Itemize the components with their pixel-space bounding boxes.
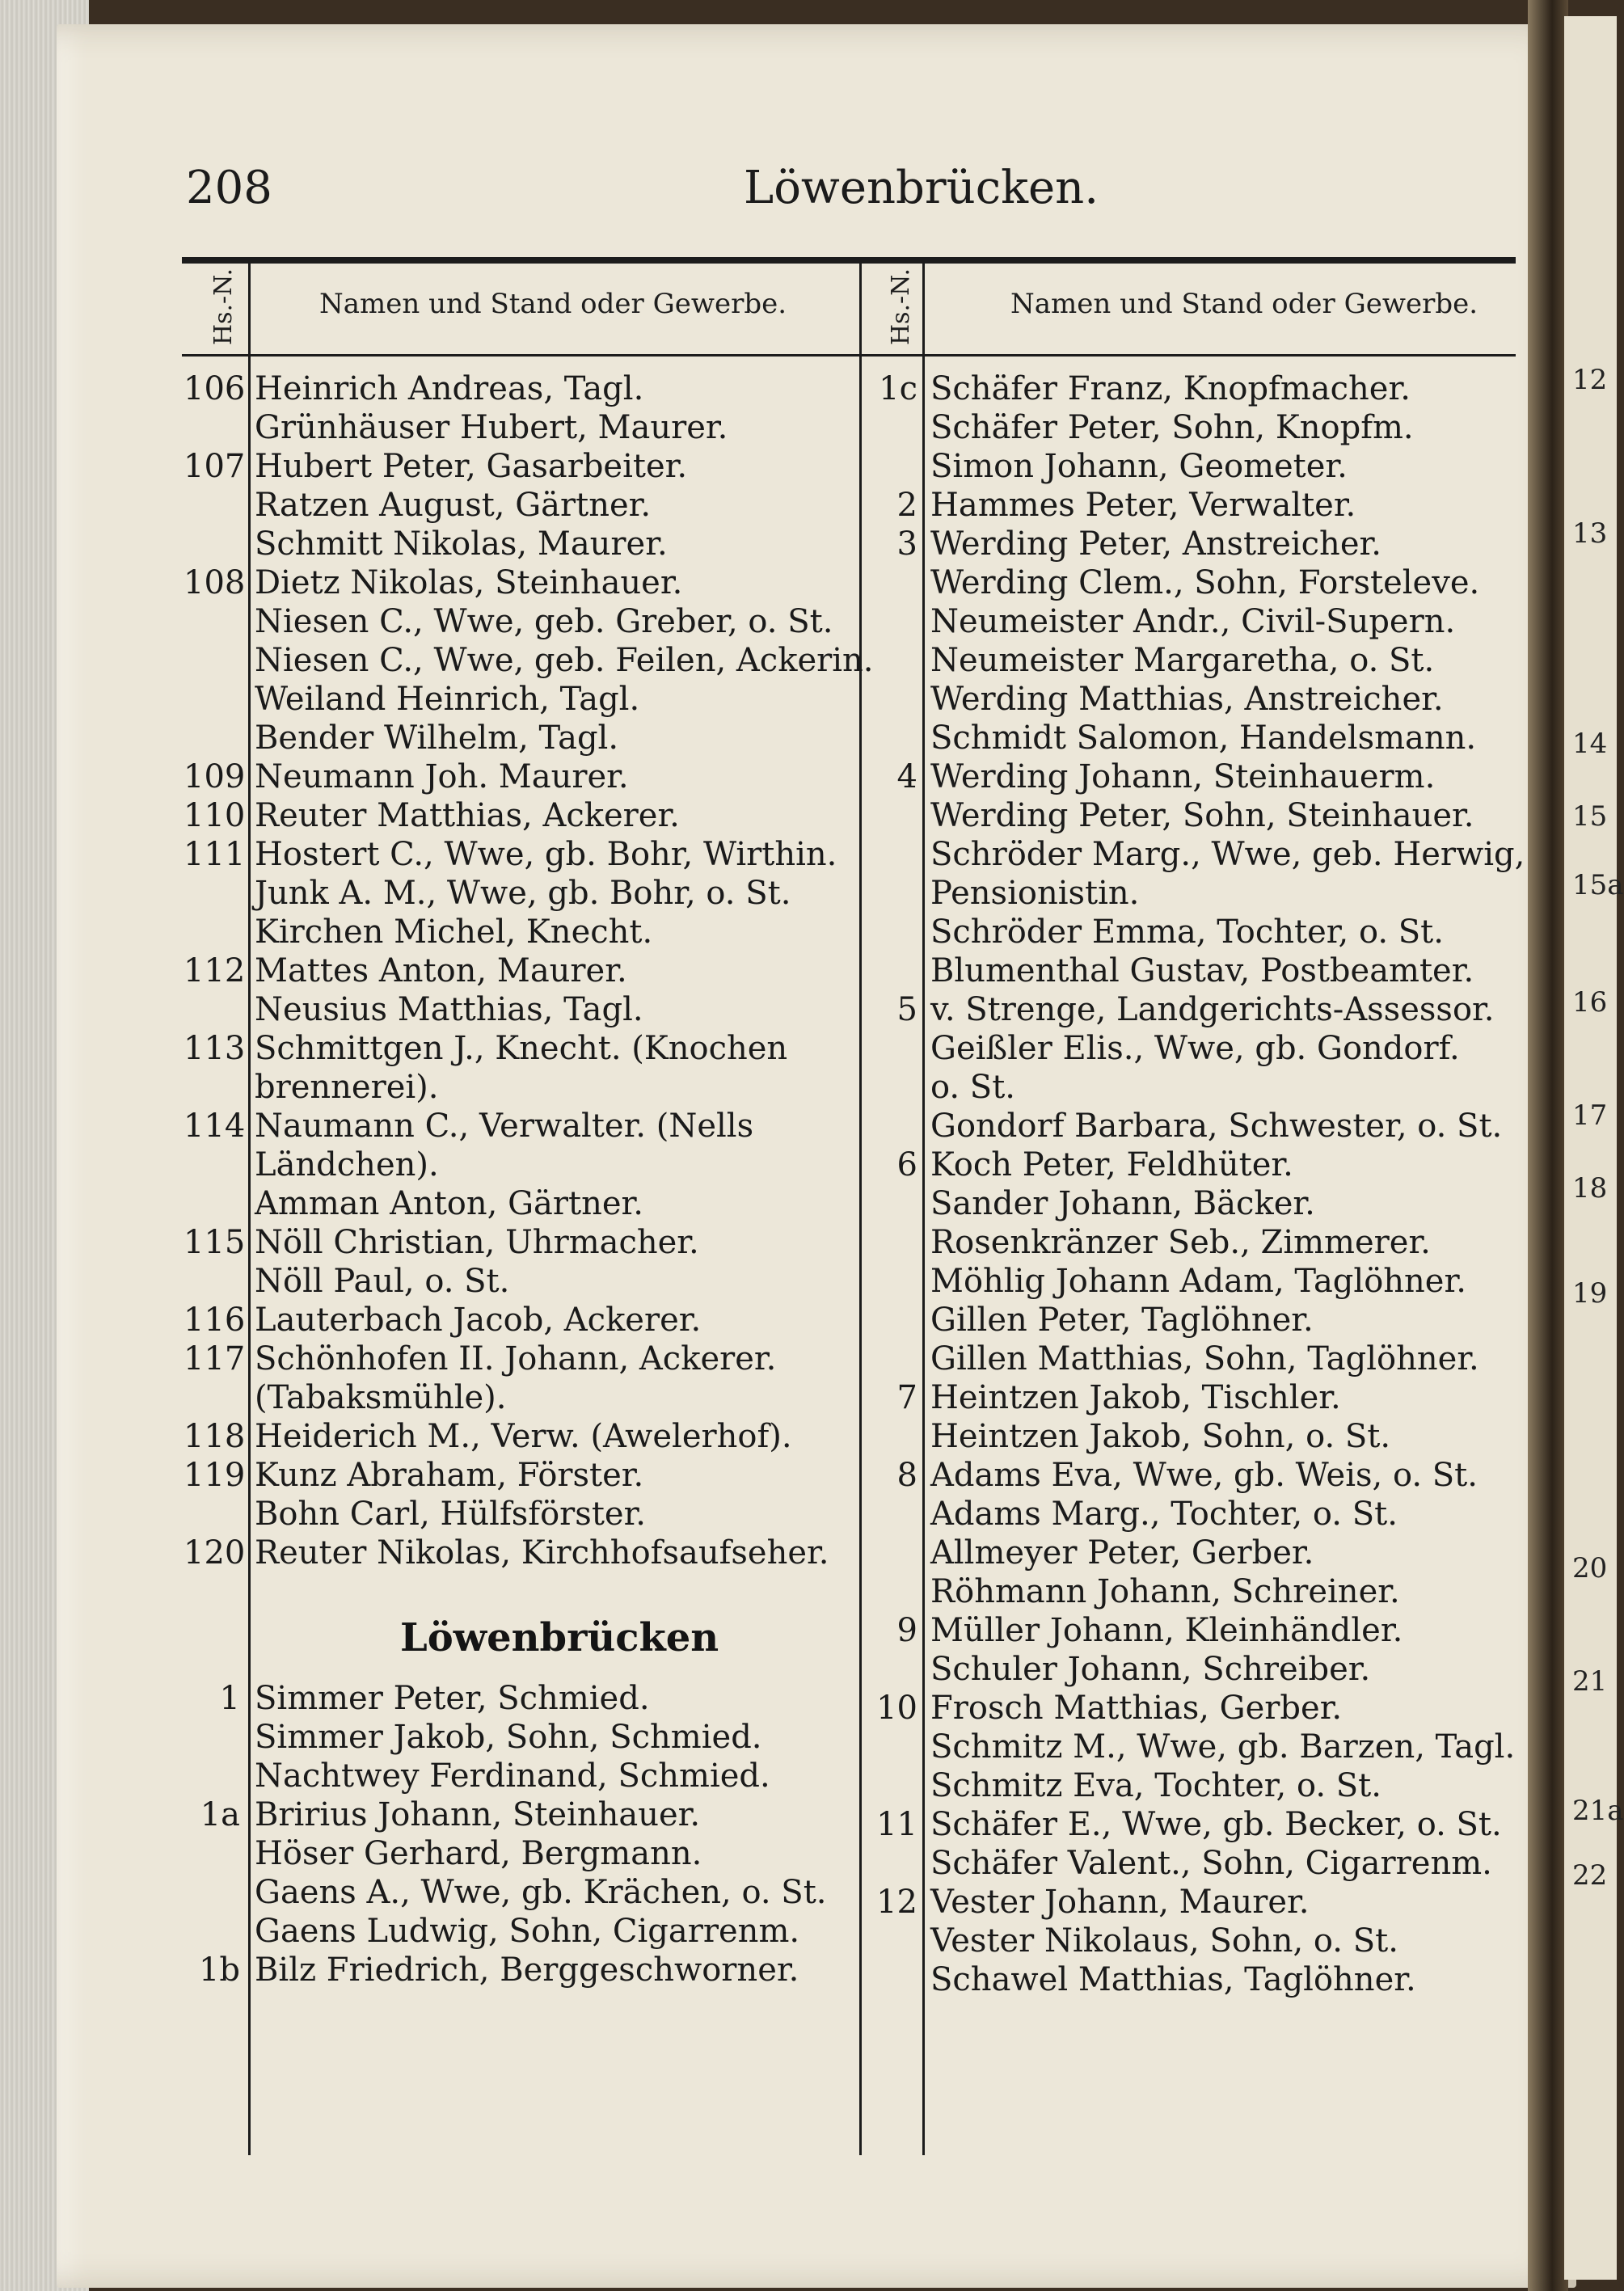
house-number: 115 <box>183 1224 246 1261</box>
resident-entry: Neumann Joh. Maurer. <box>255 758 629 795</box>
house-number: 110 <box>183 797 246 834</box>
resident-entry: Simmer Jakob, Sohn, Schmied. <box>255 1719 762 1756</box>
list-item <box>861 642 1516 681</box>
list-item <box>861 991 1516 1030</box>
resident-entry: Vester Nikolaus, Sohn, o. St. <box>930 1922 1398 1960</box>
list-item <box>182 1874 853 1913</box>
next-page-number-fragment: 16 <box>1572 986 1608 1019</box>
next-page-number-fragment: 19 <box>1572 1277 1608 1310</box>
list-item <box>861 1690 1516 1728</box>
list-item <box>182 370 853 409</box>
directory-table <box>182 257 1525 2036</box>
resident-entry: (Tabaksmühle). <box>255 1379 507 1416</box>
house-number: 109 <box>183 758 246 795</box>
resident-entry: Bohn Carl, Hülfsförster. <box>255 1496 647 1533</box>
list-item <box>861 1379 1516 1418</box>
house-number: 1a <box>200 1796 240 1833</box>
list-item <box>861 913 1516 952</box>
list-item <box>182 1146 853 1185</box>
list-item <box>182 913 853 952</box>
house-number: 106 <box>183 370 246 407</box>
list-item <box>861 1069 1516 1108</box>
resident-entry: Schäfer Peter, Sohn, Knopfm. <box>930 409 1414 446</box>
next-page-number-fragment: 21a <box>1572 1795 1624 1827</box>
list-item <box>182 1835 853 1874</box>
list-item <box>861 1457 1516 1496</box>
resident-entry: Heinrich Andreas, Tagl. <box>255 370 644 407</box>
list-item <box>861 719 1516 758</box>
resident-entry: brennerei). <box>255 1069 439 1106</box>
list-item <box>182 1951 853 1990</box>
list-item <box>182 448 853 487</box>
list-item <box>182 642 874 681</box>
resident-entry: Naumann C., Verwalter. (Nells <box>255 1108 754 1145</box>
resident-entry: Bilz Friedrich, Berggeschworner. <box>255 1951 799 1989</box>
list-item <box>861 1922 1516 1961</box>
right-column <box>861 370 1525 2000</box>
resident-entry: o. St. <box>930 1069 1015 1106</box>
resident-entry: Schuler Johann, Schreiber. <box>930 1651 1371 1688</box>
resident-entry: Vester Johann, Maurer. <box>930 1884 1310 1921</box>
resident-entry: Neumeister Margaretha, o. St. <box>930 642 1435 679</box>
list-item <box>182 1418 853 1457</box>
next-page-number-fragment: 12 <box>1572 364 1608 396</box>
list-item <box>182 875 853 913</box>
list-item <box>861 1030 1516 1069</box>
resident-entry: Nöll Christian, Uhrmacher. <box>255 1224 699 1261</box>
list-item <box>182 797 853 836</box>
list-item <box>182 1185 853 1224</box>
resident-entry: Reuter Nikolas, Kirchhofsaufseher. <box>255 1534 829 1572</box>
resident-entry: Frosch Matthias, Gerber. <box>930 1690 1343 1727</box>
next-page-number-fragment: 22 <box>1572 1859 1608 1892</box>
resident-entry: Höser Gerhard, Bergmann. <box>255 1835 702 1872</box>
house-number: 1b <box>198 1951 240 1989</box>
resident-entry: Pensionistin. <box>930 875 1140 912</box>
list-item <box>182 409 853 448</box>
resident-entry: Bender Wilhelm, Tagl. <box>255 719 619 757</box>
list-item <box>861 1884 1516 1922</box>
running-title: Löwenbrücken. <box>744 162 1099 214</box>
next-page-number-fragment: 20 <box>1572 1552 1608 1584</box>
house-number: 5 <box>896 991 917 1028</box>
list-item <box>182 836 853 875</box>
resident-entry: Simon Johann, Geometer. <box>930 448 1348 485</box>
table-top-rule <box>182 257 1516 264</box>
resident-entry: Schmitz Eva, Tochter, o. St. <box>930 1767 1381 1804</box>
resident-entry: Neusius Matthias, Tagl. <box>255 991 643 1028</box>
resident-entry: Bririus Johann, Steinhauer. <box>255 1796 701 1833</box>
list-item <box>861 758 1516 797</box>
book-gutter <box>1528 0 1568 2291</box>
list-item <box>861 564 1516 603</box>
resident-entry: Amman Anton, Gärtner. <box>255 1185 643 1222</box>
resident-entry: Kunz Abraham, Förster. <box>255 1457 644 1494</box>
resident-entry: Niesen C., Wwe, geb. Feilen, Ackerin. <box>255 642 874 679</box>
left-column <box>182 370 874 1573</box>
resident-entry: Schawel Matthias, Taglöhner. <box>930 1961 1416 1998</box>
next-page-number-fragment: 17 <box>1572 1099 1608 1132</box>
resident-entry: Werding Johann, Steinhauerm. <box>930 758 1436 795</box>
list-item <box>182 1457 853 1496</box>
list-item <box>182 487 853 525</box>
house-number: 112 <box>183 952 246 989</box>
list-item <box>182 758 853 797</box>
table-header-rule <box>182 354 1516 357</box>
list-item <box>182 1796 853 1835</box>
resident-entry: Hostert C., Wwe, gb. Bohr, Wirthin. <box>255 836 837 873</box>
resident-entry: Sander Johann, Bäcker. <box>930 1185 1315 1222</box>
list-item <box>182 681 853 719</box>
house-number: 107 <box>183 448 246 485</box>
resident-entry: Schäfer Valent., Sohn, Cigarrenm. <box>930 1845 1492 1882</box>
house-number: 11 <box>876 1806 917 1843</box>
house-number: 120 <box>183 1534 246 1572</box>
next-page-number-fragment: 14 <box>1572 728 1608 760</box>
resident-entry: Schmitz M., Wwe, gb. Barzen, Tagl. <box>930 1728 1516 1766</box>
list-item <box>861 1651 1516 1690</box>
resident-entry: Dietz Nikolas, Steinhauer. <box>255 564 683 601</box>
resident-entry: Adams Marg., Tochter, o. St. <box>930 1496 1398 1533</box>
resident-entry: Geißler Elis., Wwe, gb. Gondorf. <box>930 1030 1460 1067</box>
resident-entry: Ländchen). <box>255 1146 439 1183</box>
list-item <box>861 1573 1516 1612</box>
resident-entry: Schäfer E., Wwe, gb. Becker, o. St. <box>930 1806 1502 1843</box>
resident-entry: Lauterbach Jacob, Ackerer. <box>255 1302 702 1339</box>
list-item <box>182 1263 853 1302</box>
list-item <box>182 1030 853 1069</box>
resident-entry: Gillen Matthias, Sohn, Taglöhner. <box>930 1340 1479 1378</box>
list-item <box>182 1069 853 1108</box>
resident-entry: Schmittgen J., Knecht. (Knochen <box>255 1030 788 1067</box>
house-number: 108 <box>183 564 246 601</box>
resident-entry: Gaens A., Wwe, gb. Krächen, o. St. <box>255 1874 827 1911</box>
resident-entry: Werding Peter, Sohn, Steinhauer. <box>930 797 1474 834</box>
resident-entry: Kirchen Michel, Knecht. <box>255 913 653 951</box>
list-item <box>182 1757 853 1796</box>
house-number-header-left: Hs.-N. <box>209 268 238 346</box>
resident-entry: Müller Johann, Kleinhändler. <box>930 1612 1403 1649</box>
house-number: 4 <box>896 758 917 795</box>
list-item <box>182 719 853 758</box>
resident-entry: Schröder Marg., Wwe, geb. Herwig, <box>930 836 1525 873</box>
house-number: 111 <box>183 836 246 873</box>
resident-entry: Schmidt Salomon, Handelsmann. <box>930 719 1477 757</box>
section-heading: Löwenbrücken <box>400 1615 719 1660</box>
resident-entry: v. Strenge, Landgerichts-Assessor. <box>930 991 1495 1028</box>
resident-entry: Hammes Peter, Verwalter. <box>930 487 1356 524</box>
list-item <box>861 1418 1516 1457</box>
list-item <box>861 1146 1516 1185</box>
page-number: 208 <box>186 162 272 214</box>
resident-entry: Neumeister Andr., Civil-Supern. <box>930 603 1456 640</box>
list-item <box>182 603 853 642</box>
next-page-number-fragment: 15 <box>1572 800 1608 833</box>
resident-entry: Adams Eva, Wwe, gb. Weis, o. St. <box>930 1457 1478 1494</box>
list-item <box>182 1534 853 1573</box>
house-number: 1 <box>219 1680 240 1717</box>
resident-entry: Schönhofen II. Johann, Ackerer. <box>255 1340 777 1378</box>
resident-entry: Werding Peter, Anstreicher. <box>930 525 1381 563</box>
name-header-left: Namen und Stand oder Gewerbe. <box>319 288 787 320</box>
list-item <box>182 1302 853 1340</box>
list-item <box>861 797 1516 836</box>
resident-entry: Heintzen Jakob, Tischler. <box>930 1379 1341 1416</box>
resident-entry: Gillen Peter, Taglöhner. <box>930 1302 1314 1339</box>
resident-entry: Ratzen August, Gärtner. <box>255 487 652 524</box>
list-item <box>861 603 1516 642</box>
list-item <box>182 1379 853 1418</box>
list-item <box>182 1340 853 1379</box>
resident-entry: Gaens Ludwig, Sohn, Cigarrenm. <box>255 1913 800 1950</box>
list-item <box>861 952 1516 991</box>
resident-entry: Heintzen Jakob, Sohn, o. St. <box>930 1418 1391 1455</box>
list-item <box>861 525 1516 564</box>
resident-entry: Schröder Emma, Tochter, o. St. <box>930 913 1444 951</box>
house-number: 116 <box>183 1302 246 1339</box>
next-page-number-fragment: 18 <box>1572 1172 1608 1205</box>
resident-entry: Allmeyer Peter, Gerber. <box>930 1534 1314 1572</box>
house-number: 119 <box>183 1457 246 1494</box>
list-item <box>861 681 1516 719</box>
list-item <box>182 1496 853 1534</box>
left-column-after <box>182 1680 853 1990</box>
list-item <box>861 1496 1516 1534</box>
list-item <box>861 1728 1516 1767</box>
resident-entry: Simmer Peter, Schmied. <box>255 1680 650 1717</box>
list-item <box>861 836 1525 875</box>
list-item <box>861 1767 1516 1806</box>
resident-entry: Junk A. M., Wwe, gb. Bohr, o. St. <box>255 875 791 912</box>
house-number: 7 <box>896 1379 917 1416</box>
house-number: 113 <box>183 1030 246 1067</box>
house-number: 9 <box>896 1612 917 1649</box>
list-item <box>861 1961 1516 2000</box>
resident-entry: Heiderich M., Verw. (Awelerhof). <box>255 1418 792 1455</box>
resident-entry: Röhmann Johann, Schreiner. <box>930 1573 1400 1610</box>
list-item <box>861 875 1516 913</box>
resident-entry: Grünhäuser Hubert, Maurer. <box>255 409 728 446</box>
resident-entry: Werding Matthias, Anstreicher. <box>930 681 1444 718</box>
house-number: 114 <box>183 1108 246 1145</box>
house-number: 8 <box>896 1457 917 1494</box>
house-number: 2 <box>896 487 917 524</box>
resident-entry: Schäfer Franz, Knopfmacher. <box>930 370 1411 407</box>
resident-entry: Nachtwey Ferdinand, Schmied. <box>255 1757 770 1795</box>
resident-entry: Schmitt Nikolas, Maurer. <box>255 525 668 563</box>
list-item <box>861 1806 1516 1845</box>
list-item <box>182 991 853 1030</box>
list-item <box>182 1108 853 1146</box>
list-item <box>861 448 1516 487</box>
list-item <box>861 1612 1516 1651</box>
resident-entry: Niesen C., Wwe, geb. Greber, o. St. <box>255 603 833 640</box>
house-number: 6 <box>896 1146 917 1183</box>
resident-entry: Gondorf Barbara, Schwester, o. St. <box>930 1108 1503 1145</box>
next-page-edge <box>1564 16 1624 2280</box>
house-number: 1c <box>879 370 917 407</box>
next-page-number-fragment: 21 <box>1572 1665 1608 1698</box>
list-item <box>861 409 1516 448</box>
list-item <box>861 1263 1516 1302</box>
resident-entry: Mattes Anton, Maurer. <box>255 952 627 989</box>
list-item <box>861 1224 1516 1263</box>
list-item <box>182 1719 853 1757</box>
list-item <box>182 1913 853 1951</box>
house-number: 117 <box>183 1340 246 1378</box>
resident-entry: Werding Clem., Sohn, Forsteleve. <box>930 564 1480 601</box>
house-number: 10 <box>876 1690 917 1727</box>
house-number: 118 <box>183 1418 246 1455</box>
list-item <box>182 952 853 991</box>
list-item <box>861 1340 1516 1379</box>
resident-entry: Möhlig Johann Adam, Taglöhner. <box>930 1263 1466 1300</box>
page-header <box>186 162 1520 234</box>
resident-entry: Koch Peter, Feldhüter. <box>930 1146 1293 1183</box>
list-item <box>861 1534 1516 1573</box>
list-item <box>861 370 1516 409</box>
resident-entry: Nöll Paul, o. St. <box>255 1263 510 1300</box>
list-item <box>861 1845 1516 1884</box>
list-item <box>182 564 853 603</box>
house-number-header-right: Hs.-N. <box>887 268 916 346</box>
resident-entry: Hubert Peter, Gasarbeiter. <box>255 448 688 485</box>
list-item <box>182 1224 853 1263</box>
next-page-number-fragment: 13 <box>1572 517 1608 550</box>
list-item <box>861 1185 1516 1224</box>
list-item <box>861 1108 1516 1146</box>
list-item <box>861 487 1516 525</box>
next-page-number-fragment: 15a <box>1572 869 1624 901</box>
resident-entry: Reuter Matthias, Ackerer. <box>255 797 680 834</box>
house-number: 12 <box>876 1884 917 1921</box>
resident-entry: Blumenthal Gustav, Postbeamter. <box>930 952 1474 989</box>
house-number: 3 <box>896 525 917 563</box>
resident-entry: Weiland Heinrich, Tagl. <box>255 681 640 718</box>
list-item <box>861 1302 1516 1340</box>
resident-entry: Rosenkränzer Seb., Zimmerer. <box>930 1224 1431 1261</box>
name-header-right: Namen und Stand oder Gewerbe. <box>1010 288 1478 320</box>
list-item <box>182 525 853 564</box>
list-item <box>182 1680 853 1719</box>
